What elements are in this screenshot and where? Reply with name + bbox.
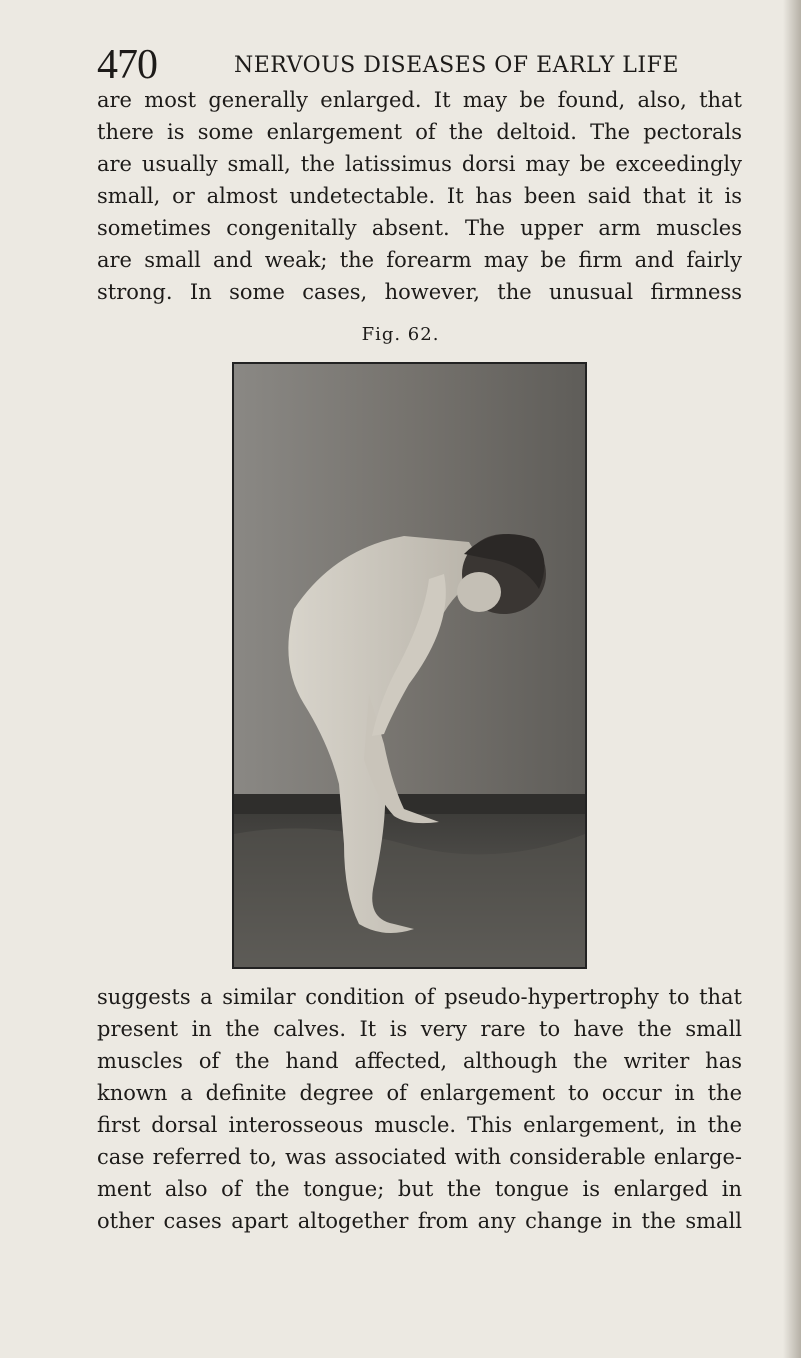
text-line: ment also of the tongue; but the tongue is enlarged in — [97, 1177, 742, 1201]
text-line: muscles of the hand affected, although the writer has — [97, 1049, 742, 1073]
text-line: present in the calves. It is very rare to have the small — [97, 1017, 742, 1041]
text-line: are small and weak; the forearm may be firm and fairly — [97, 248, 742, 272]
text-line: case referred to, was associated with considerable enlarge- — [97, 1145, 742, 1169]
running-head: NERVOUS DISEASES OF EARLY LIFE — [234, 53, 679, 78]
text-line: are most generally enlarged. It may be found, also, that — [97, 88, 742, 112]
figure-caption: Fig. 62. — [361, 324, 440, 345]
text-line: known a definite degree of enlargement to occur in the — [97, 1081, 742, 1105]
figure-photograph — [232, 362, 587, 969]
paragraph-top — [97, 84, 742, 308]
text-line: small, or almost undetectable. It has been said that it is — [97, 184, 742, 208]
paragraph-bottom — [97, 981, 742, 1237]
text-line: first dorsal interosseous muscle. This enlargement, in the — [97, 1113, 742, 1137]
text-line: sometimes congenitally absent. The upper arm muscles — [97, 216, 742, 240]
text-line: other cases apart altogether from any change in the small — [97, 1209, 742, 1233]
photograph-image — [234, 364, 585, 967]
text-line: are usually small, the latissimus dorsi may be exceedingly — [97, 152, 742, 176]
page-header — [97, 40, 717, 90]
text-line: there is some enlargement of the deltoid. The pectorals — [97, 120, 742, 144]
page-edge-shadow — [783, 0, 801, 1358]
text-line: strong. In some cases, however, the unusual firmness — [97, 280, 742, 304]
text-line: suggests a similar condition of pseudo-hypertrophy to that — [97, 985, 742, 1009]
page-number: 470 — [97, 42, 157, 88]
